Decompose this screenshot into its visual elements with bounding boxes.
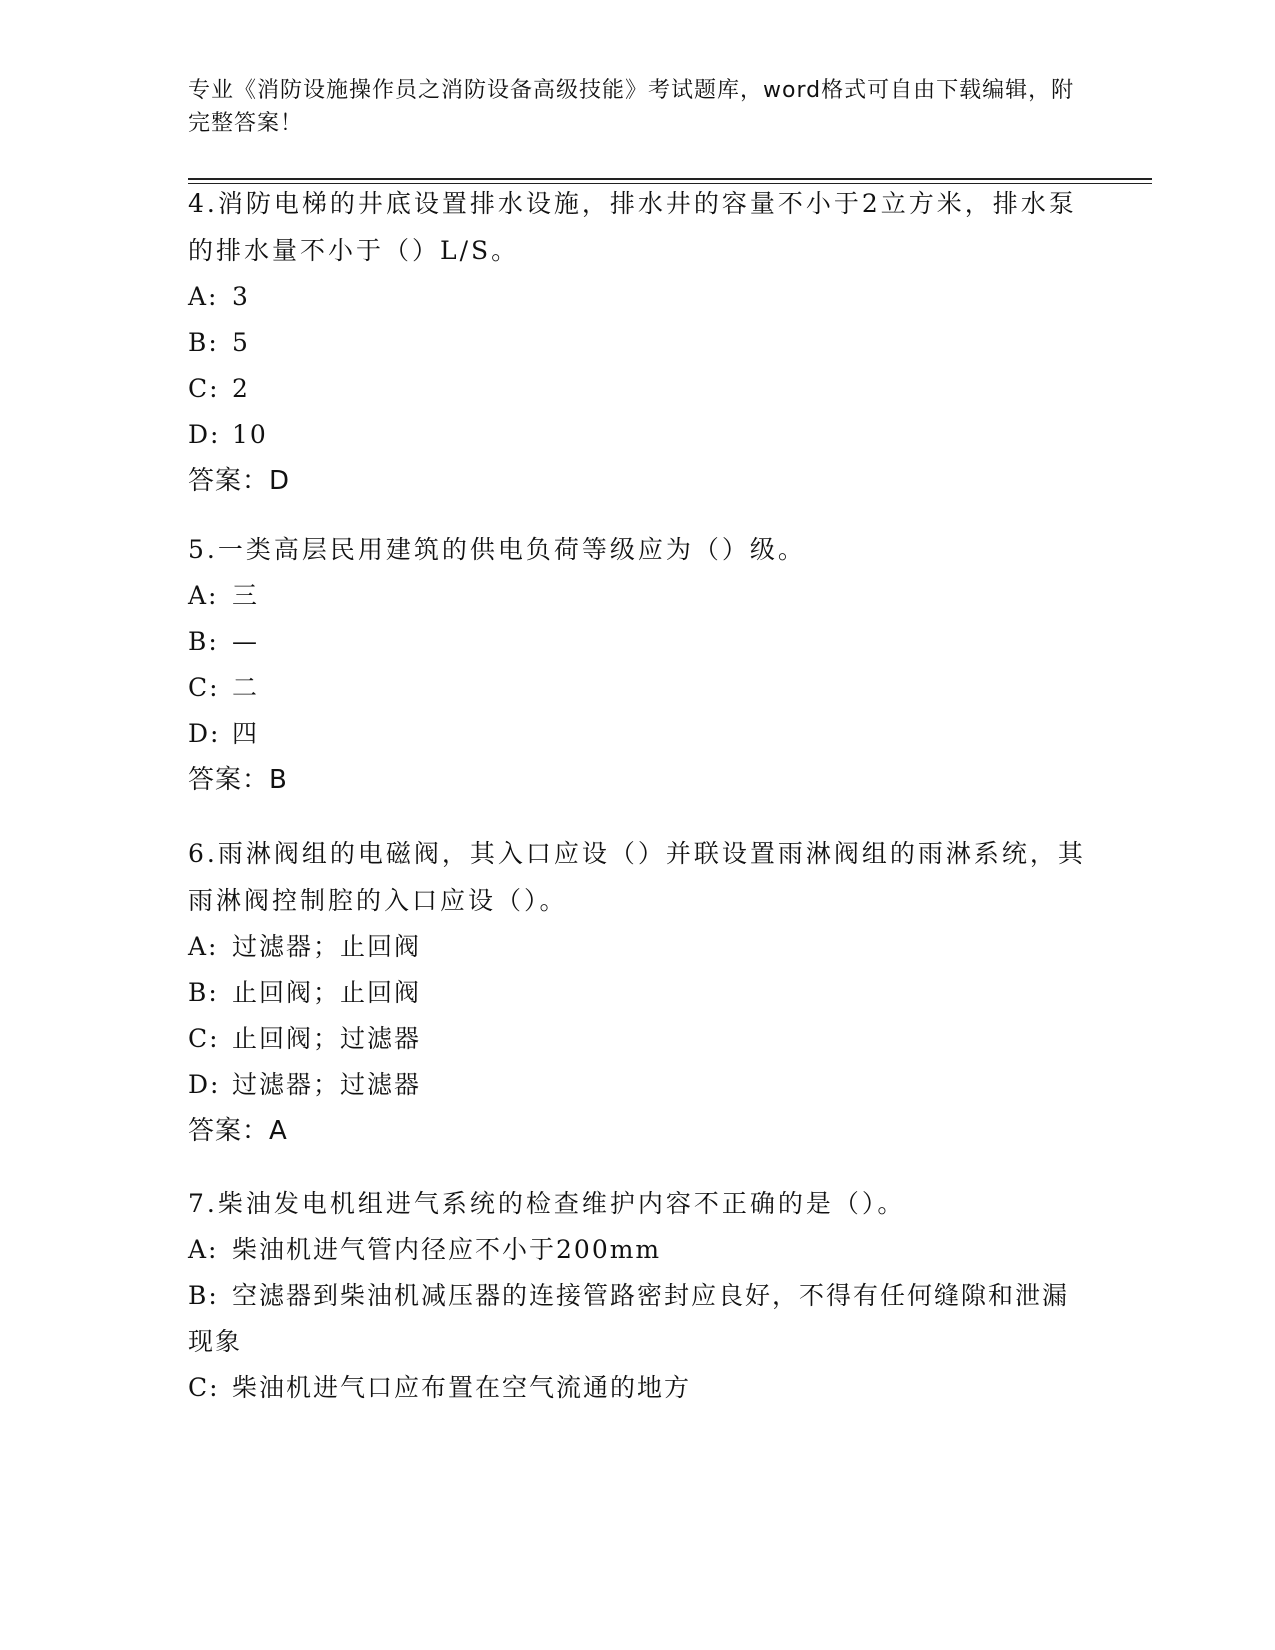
option-a: A: 三 [188, 581, 260, 610]
option-a: A: 柴油机进气管内径应不小于200mm [188, 1235, 662, 1264]
option-c: C: 柴油机进气口应布置在空气流通的地方 [188, 1373, 692, 1402]
question-7 [188, 1180, 1088, 1411]
option-b: B: 空滤器到柴油机减压器的连接管路密封应良好，不得有任何缝隙和泄漏现象 [188, 1281, 1070, 1356]
option-a: A: 过滤器；止回阀 [188, 932, 422, 961]
answer-value: A [269, 1116, 287, 1146]
option-c: C: 止回阀；过滤器 [188, 1024, 422, 1053]
option-d: D: 四 [188, 719, 260, 748]
question-6 [188, 830, 1088, 1154]
option-c: C: 二 [188, 673, 260, 702]
document-header: 专业《消防设施操作员之消防设备高级技能》考试题库，word格式可自由下载编辑，附完整答案！ [188, 78, 1075, 136]
answer-line: 答案：A [188, 1116, 287, 1146]
option-b: B: — [188, 627, 259, 656]
question-stem: 7.柴油发电机组进气系统的检查维护内容不正确的是（）。 [188, 1189, 906, 1218]
answer-line: 答案：B [188, 765, 287, 795]
option-d: D: 过滤器；过滤器 [188, 1070, 422, 1099]
answer-value: D [269, 466, 290, 496]
question-stem: 4.消防电梯的井底设置排水设施，排水井的容量不小于2立方米，排水泵的排水量不小于（）L/S。 [188, 189, 1077, 265]
option-b: B: 止回阀；止回阀 [188, 978, 422, 1007]
option-d: D: 10 [188, 420, 268, 449]
option-c: C: 2 [188, 374, 250, 403]
answer-value: B [269, 765, 287, 795]
option-b: B: 5 [188, 328, 250, 357]
question-stem: 5.一类高层民用建筑的供电负荷等级应为（）级。 [188, 535, 806, 564]
option-a: A: 3 [188, 282, 250, 311]
question-5 [188, 526, 1088, 803]
question-stem: 6.雨淋阀组的电磁阀，其入口应设（）并联设置雨淋阀组的雨淋系统，其雨淋阀控制腔的入口应设（）。 [188, 839, 1086, 915]
question-4 [188, 180, 1088, 504]
answer-line: 答案：D [188, 466, 290, 496]
